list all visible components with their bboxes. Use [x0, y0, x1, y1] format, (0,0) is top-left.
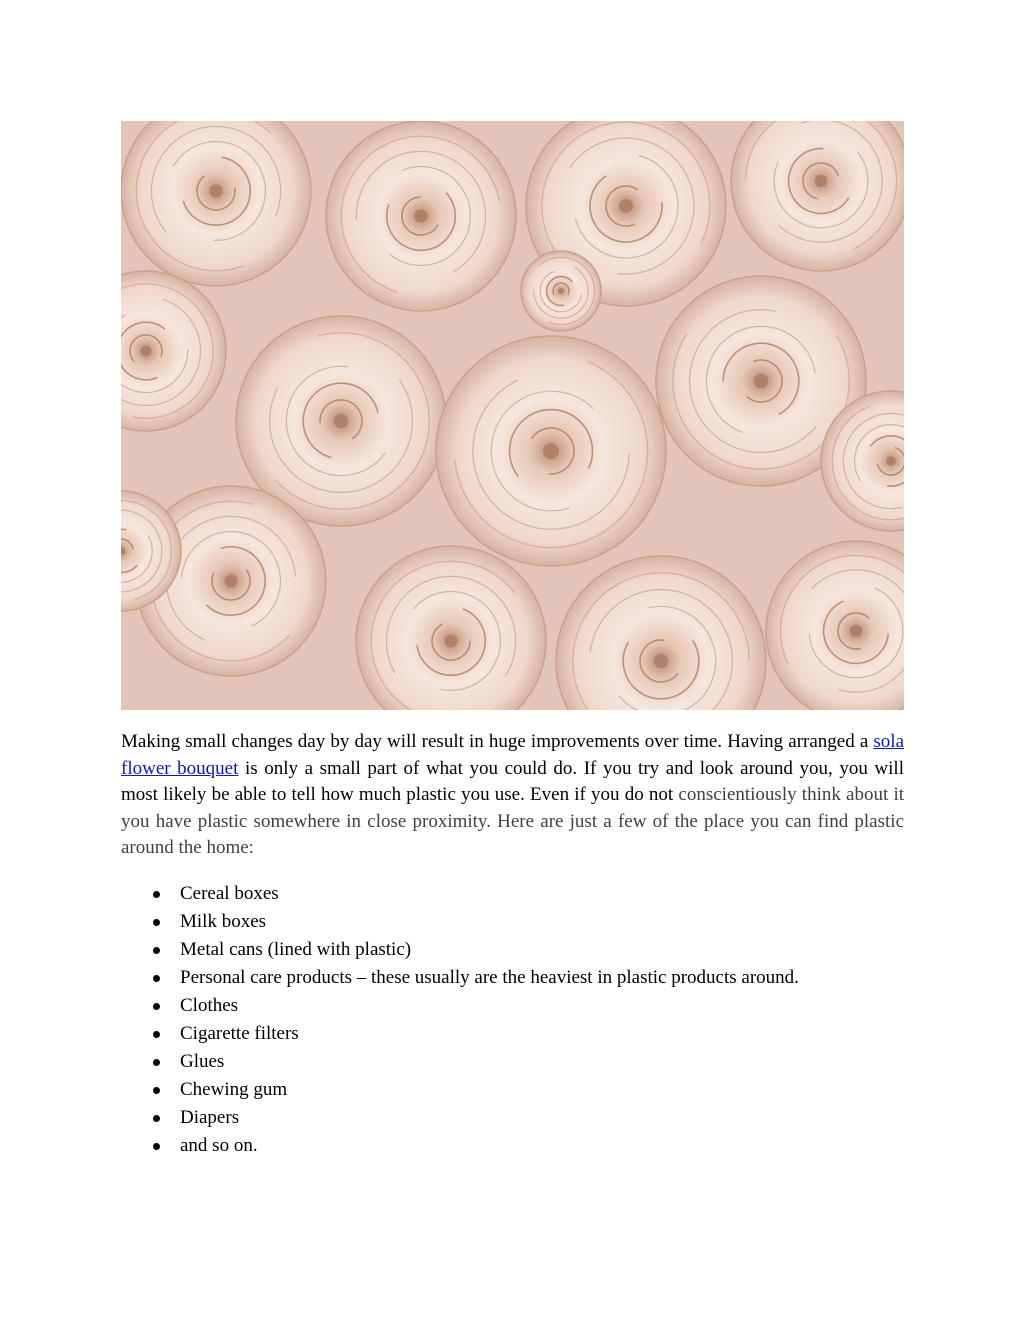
list-item — [121, 1132, 904, 1160]
body-paragraph — [121, 729, 904, 862]
paragraph-text-gray: conscientiously think about it you have plastic somewhere in close proximity. Here are just a few of the place you can find plastic around the home: — [121, 784, 905, 858]
rose-icon — [436, 336, 666, 566]
bullet-icon — [153, 947, 160, 954]
bullet-icon — [153, 1059, 160, 1066]
list-item — [121, 880, 904, 908]
paragraph-text-start: Making small changes day by day will result in huge improvements over time. Having arranged a — [121, 731, 874, 752]
list-item — [121, 1104, 904, 1132]
list-item — [121, 1020, 904, 1048]
list-item-text: Personal care products – these usually are the heaviest in plastic products around. — [180, 967, 799, 988]
bullet-icon — [153, 1115, 160, 1122]
list-item-text: and so on. — [180, 1135, 258, 1156]
list-item — [121, 936, 904, 964]
list-item-text: Milk boxes — [180, 911, 267, 932]
list-item — [121, 1076, 904, 1104]
sola-flower-bouquet-link[interactable]: sola flower bouquet — [121, 731, 904, 779]
list-item — [121, 992, 904, 1020]
bullet-icon — [153, 975, 160, 982]
rose-icon — [521, 251, 601, 331]
rose-icon — [326, 121, 516, 311]
bullet-icon — [153, 919, 160, 926]
plastic-items-list — [121, 880, 904, 1160]
list-item-text: Cigarette filters — [180, 1023, 299, 1044]
list-item-text: Cereal boxes — [180, 883, 279, 904]
bullet-icon — [153, 1087, 160, 1094]
list-item-text: Chewing gum — [180, 1079, 288, 1100]
list-item — [121, 1048, 904, 1076]
bullet-icon — [153, 891, 160, 898]
list-item — [121, 908, 904, 936]
bullet-icon — [153, 1143, 160, 1150]
paragraph-text-middle: is only a small part of what you could do. If you try and look around you, you will most likely be able to tell how much plastic you use. Even if you do not — [121, 757, 904, 805]
list-item-text: Glues — [180, 1051, 225, 1072]
list-item — [121, 964, 904, 992]
list-item-text: Diapers — [180, 1107, 240, 1128]
bullet-icon — [153, 1003, 160, 1010]
bullet-icon — [153, 1031, 160, 1038]
roses-photo — [121, 121, 904, 710]
list-item-text: Metal cans (lined with plastic) — [180, 939, 412, 960]
list-item-text: Clothes — [180, 995, 239, 1016]
roses-image — [121, 121, 904, 710]
